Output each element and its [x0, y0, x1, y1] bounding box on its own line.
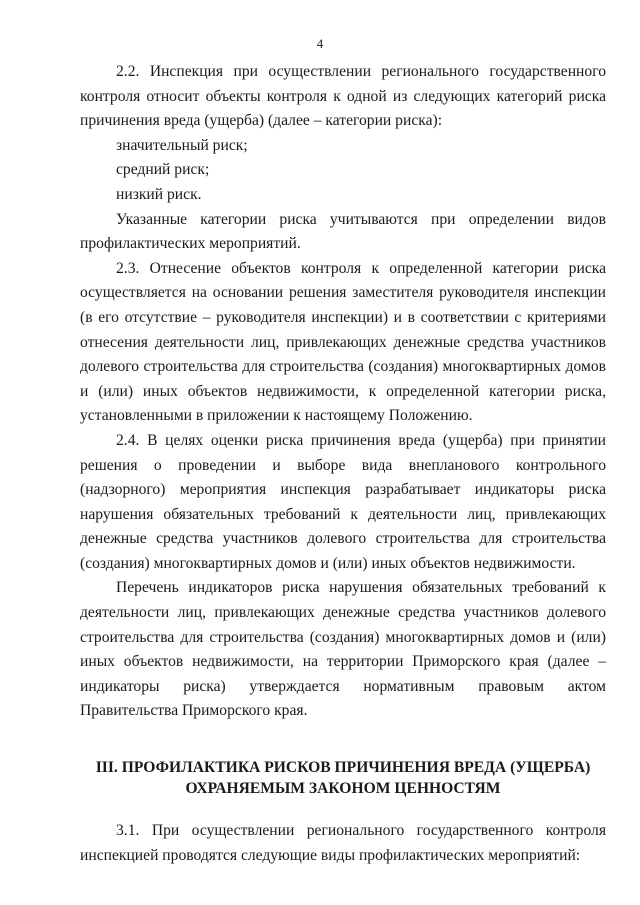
risk-category-medium: средний риск;	[116, 161, 210, 179]
paragraph-risk-indicators: Перечень индикаторов риска нарушения обязательных требований к деятельности лиц, привлекающих денежные средства участников долевого строительства для строительства (создания) многоквартирных домов и (или) иных объектов недвижимости, на территории Приморского края (далее – индикаторы риска) утверждается нормативным правовым актом Правительства Приморского края.	[80, 579, 606, 720]
section-3-heading-line-1: III. ПРОФИЛАКТИКА РИСКОВ ПРИЧИНЕНИЯ ВРЕДА (УЩЕРБА)	[95, 759, 591, 777]
paragraph-2-2: 2.2. Инспекция при осуществлении регионального государственного контроля относит объекты контроля к одной из следующих категорий риска причинения вреда (ущерба) (далее – категории риска):	[80, 63, 606, 130]
page-number: 4	[316, 36, 324, 51]
document-body	[80, 60, 606, 868]
section-3-heading	[80, 757, 606, 799]
paragraph-2-3: 2.3. Отнесение объектов контроля к определенной категории риска осуществляется на основании решения заместителя руководителя инспекции (в его отсутствие – руководителя инспекции) и в соответствии с критериями отнесения деятельности лиц, привлекающих денежные средства участников долевого строительства для строительства (создания) многоквартирных домов и (или) иных объектов недвижимости, к определенной категории риска, установленными в приложении к настоящему Положению.	[80, 259, 606, 425]
paragraph-risk-categories: Указанные категории риска учитываются при определении видов профилактических мероприятий.	[80, 210, 606, 253]
section-3-heading-line-2: ОХРАНЯЕМЫМ ЗАКОНОМ ЦЕННОСТЯМ	[185, 780, 501, 798]
paragraph-3-1: 3.1. При осуществлении регионального государственного контроля инспекцией проводятся следующие виды профилактических мероприятий:	[80, 822, 606, 864]
paragraph-2-4: 2.4. В целях оценки риска причинения вреда (ущерба) при принятии решения о проведении и выборе вида внепланового контрольного (надзорного) мероприятия инспекция разрабатывает индикаторы риска нарушения обязательных требований к деятельности лиц, привлекающих денежные средства участников долевого строительства для строительства (создания) многоквартирных домов и (или) иных объектов недвижимости.	[80, 431, 606, 572]
risk-category-low: низкий риск.	[116, 185, 202, 203]
risk-category-significant: значительный риск;	[116, 136, 248, 154]
